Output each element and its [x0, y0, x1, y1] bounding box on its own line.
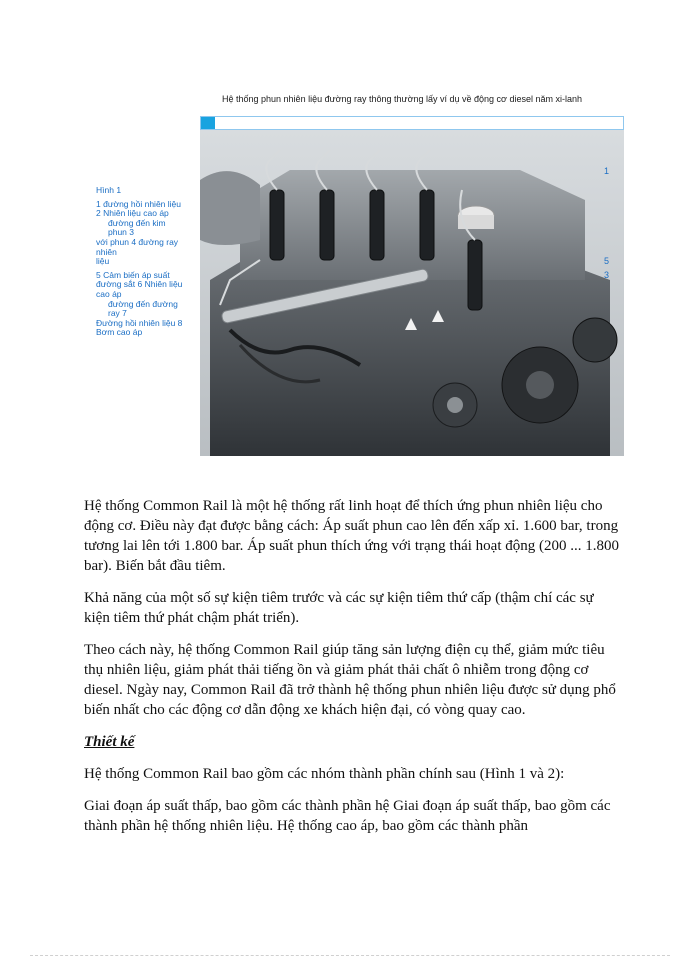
valve-cover	[240, 170, 585, 280]
figure-legend	[96, 186, 186, 338]
figure-header-bar	[200, 116, 624, 130]
legend-line: 1 đường hồi nhiên liệu 2 Nhiên liệu cao áp	[96, 198, 181, 219]
injector-5	[468, 240, 482, 310]
figure-caption: Hệ thống phun nhiên liệu đường ray thông thường lấy ví dụ về động cơ diesel năm xi-lanh	[222, 94, 582, 104]
legend-line: với phun 4 đường ray nhiên	[96, 236, 179, 257]
engine-illustration	[200, 130, 624, 456]
paragraph: Hệ thống Common Rail là một hệ thống rất linh hoạt để thích ứng phun nhiên liệu cho động cơ. Điều này đạt được bằng cách: Áp suất phun cao lên đến xấp xỉ. 1.600 bar, trong tương lai lên tới 1.800 bar. Áp suất phun thích ứng với trạng thái hoạt động (200 ... 1.800 bar). Biến bắt đầu tiêm.	[84, 498, 619, 574]
legend-line: liệu	[96, 256, 110, 267]
injector-2	[320, 190, 334, 260]
callout-3: 3	[604, 270, 610, 280]
document-body	[84, 496, 620, 848]
injector-3	[370, 190, 384, 260]
section-heading: Thiết kế	[84, 734, 135, 750]
callout-5: 5	[604, 256, 610, 266]
callout-1: 1	[604, 166, 610, 176]
page-divider	[30, 955, 670, 956]
legend-line: đường đến kim phun 3	[108, 217, 166, 238]
legend-line: Đường hồi nhiên liệu 8 Bơm cao áp	[96, 317, 183, 338]
engine-diagram-svg	[200, 130, 624, 456]
paragraph: Theo cách này, hệ thống Common Rail giúp tăng sản lượng điện cụ thể, giảm mức tiêu thụ nhiên liệu, giảm phát thải tiếng ồn và giảm phát thải chất ô nhiễm trong động cơ diesel. Ngày nay, Common Rail đã trở thành hệ thống phun nhiên liệu được sử dụng phổ biến nhất cho các động cơ dẫn động xe khách hiện đại, có vòng quay cao.	[84, 642, 616, 718]
figure-header-swatch	[201, 117, 215, 129]
paragraph: Hệ thống Common Rail bao gồm các nhóm thành phần chính sau (Hình 1 và 2):	[84, 766, 565, 782]
legend-line: 5 Cảm biến áp suất đường sắt 6 Nhiên liệu cao áp	[96, 269, 183, 299]
injector-4	[420, 190, 434, 260]
paragraph: Khả năng của một số sự kiện tiêm trước và các sự kiện tiêm thứ cấp (thậm chí các sự kiện tiêm thứ phát chậm phát triển).	[84, 590, 594, 626]
legend-line: đường đến đường ray 7	[108, 298, 178, 319]
injector-1	[270, 190, 284, 260]
legend-line: Hình 1	[96, 185, 122, 195]
paragraph: Giai đoạn áp suất thấp, bao gồm các thành phần hệ Giai đoạn áp suất thấp, bao gồm các thành phần hệ thống nhiên liệu. Hệ thống cao áp, bao gồm các thành phần	[84, 798, 611, 834]
